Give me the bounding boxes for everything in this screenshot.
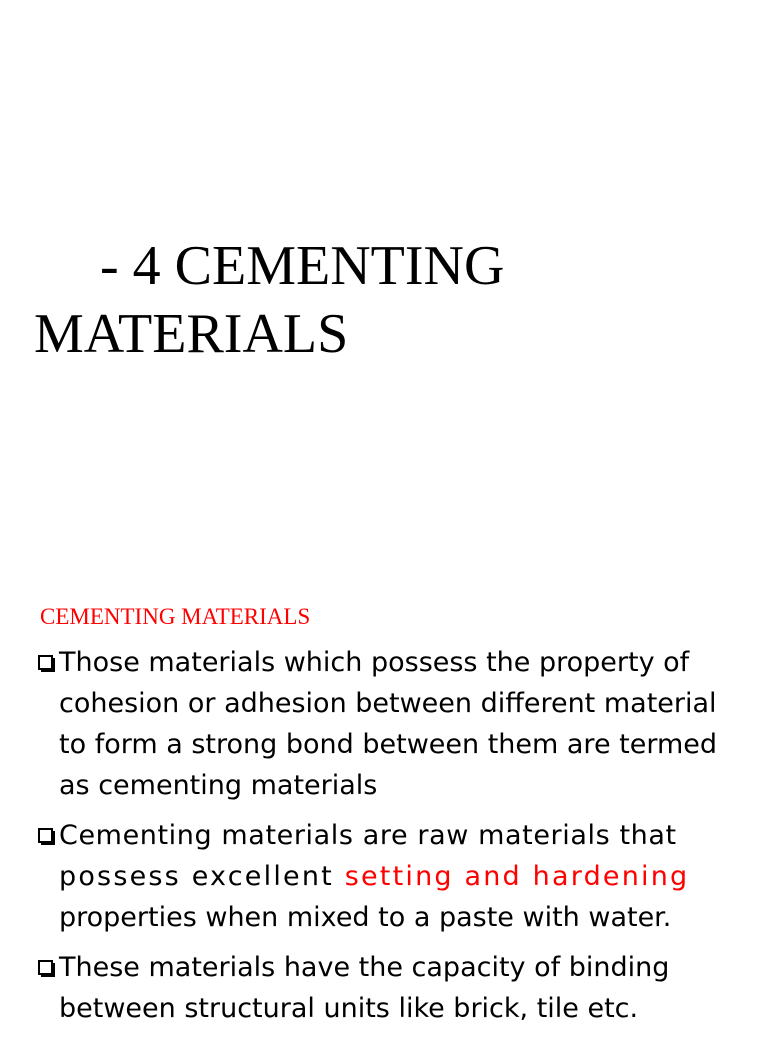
bullet-item-2 — [36, 815, 736, 938]
bullet-1-line-2: cohesion or adhesion between different material — [59, 688, 717, 719]
checkbox-bullet-icon — [38, 828, 55, 845]
checkbox-bullet-icon — [38, 960, 55, 977]
bullet-3-line-1: These materials have the capacity of binding — [59, 952, 670, 983]
bullet-2-line-3: properties when mixed to a paste with water. — [59, 902, 672, 933]
bullet-2-line-1: Cementing materials are raw materials that — [59, 820, 677, 851]
bullet-item-1 — [36, 642, 736, 806]
checkbox-bullet-icon — [38, 655, 55, 672]
bullet-1-line-1: Those materials which possess the property of — [59, 647, 690, 678]
bullet-2-line-2-text: possess excellent — [59, 861, 345, 892]
section-heading: CEMENTING MATERIALS — [40, 604, 311, 629]
highlighted-phrase: setting and hardening — [344, 861, 690, 892]
bullet-text-1 — [59, 642, 736, 806]
bullet-text-2 — [59, 815, 736, 938]
bullet-1-line-3: to form a strong bond between them are termed — [59, 729, 718, 760]
bullet-2-line-2 — [59, 856, 736, 897]
bullet-list — [36, 642, 736, 1038]
bullet-3-line-2: between structural units like brick, tile etc. — [59, 993, 639, 1024]
title-line-1: - 4 CEMENTING — [100, 235, 505, 297]
bullet-item-3 — [36, 947, 736, 1029]
bullet-text-3 — [59, 947, 736, 1029]
title-line-2: MATERIALS — [34, 303, 349, 365]
bullet-1-line-4: as cementing materials — [59, 770, 378, 801]
slide-title — [34, 232, 734, 368]
